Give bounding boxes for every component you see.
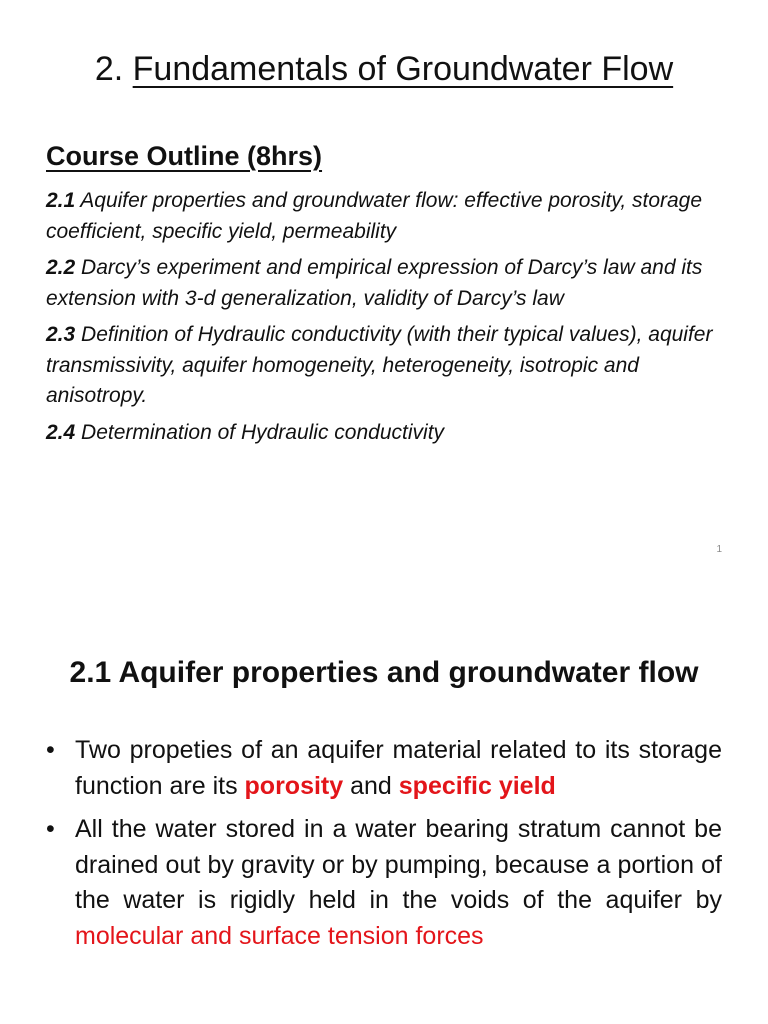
- outline-heading: Course Outline (8hrs): [46, 141, 323, 171]
- bullet-text: and: [343, 771, 399, 800]
- outline-item-text: Aquifer properties and groundwater flow: effective porosity, storage coefficient, specific yield, permeability: [46, 189, 703, 243]
- bullet-text: Two propeties of an aquifer material related to its storage function are its: [75, 736, 722, 800]
- outline-item-code: 2.4: [46, 420, 76, 444]
- outline-item-code: 2.2: [46, 256, 76, 279]
- outline-item-code: 2.3: [46, 323, 76, 346]
- outline-item-code: 2.1: [46, 189, 76, 212]
- outline-item: [46, 320, 726, 412]
- outline-item: [46, 418, 726, 449]
- highlight-term: specific yield: [398, 771, 556, 800]
- title-text: Fundamentals of Groundwater Flow: [132, 50, 674, 88]
- bullet-text: All the water stored in a water bearing stratum cannot be drained out by gravity or by pumping, because a portion of the water is rigidly held in the voids of the aquifer by: [75, 815, 722, 914]
- bullet-item: [46, 812, 722, 954]
- highlight-term: molecular and surface tension forces: [75, 921, 484, 950]
- slide-2: [0, 620, 768, 1024]
- section-title: 2.1 Aquifer properties and groundwater flow: [69, 656, 699, 689]
- outline-item: [46, 253, 726, 314]
- outline-item-text: Darcy’s experiment and empirical expression of Darcy’s law and its extension with 3-d generalization, validity of Darcy’s law: [46, 256, 703, 310]
- outline-item: [46, 186, 726, 247]
- bullet-list: [46, 733, 722, 962]
- slide-title: [0, 50, 768, 89]
- title-number: 2.: [94, 50, 124, 88]
- page-number: 1: [716, 544, 722, 555]
- bullet-item: [46, 733, 722, 804]
- outline-item-text: Definition of Hydraulic conductivity (with their typical values), aquifer transmissivity, aquifer homogeneity, heterogeneity, isotropic and anisotropy.: [46, 323, 713, 407]
- outline-item-text: Determination of Hydraulic conductivity: [75, 420, 445, 444]
- highlight-term: porosity: [244, 771, 344, 800]
- course-outline: [46, 186, 726, 454]
